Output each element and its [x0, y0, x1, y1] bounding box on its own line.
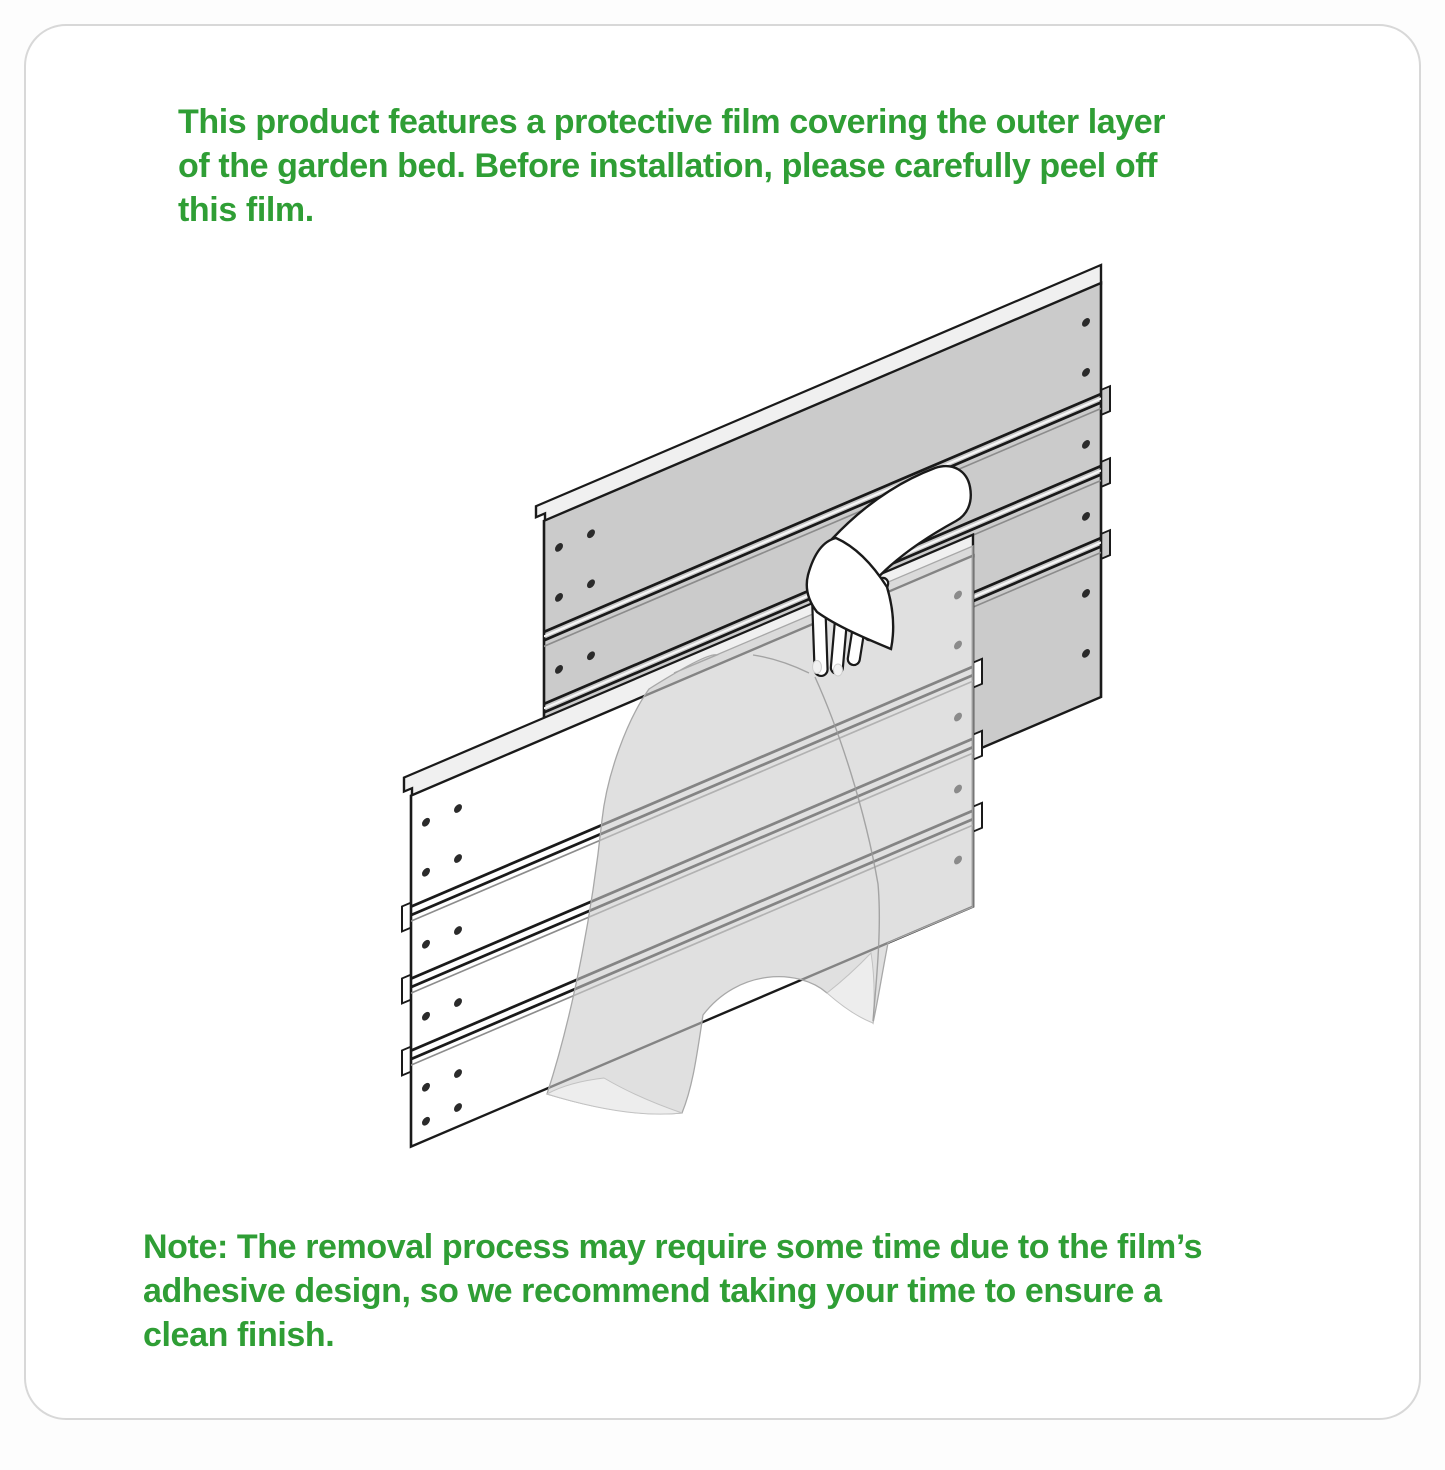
- note-line: Note: The removal process may require some time due to the film’s: [143, 1228, 1203, 1266]
- note-line: clean finish.: [143, 1316, 335, 1354]
- note-text: [143, 1225, 1403, 1357]
- top-instruction-line: this film.: [178, 191, 314, 229]
- instruction-card: [24, 24, 1421, 1420]
- top-instruction-line: This product features a protective film covering the outer layer: [178, 103, 1166, 141]
- top-instruction-line: of the garden bed. Before installation, please carefully peel off: [178, 147, 1158, 185]
- note-line: adhesive design, so we recommend taking your time to ensure a: [143, 1272, 1162, 1310]
